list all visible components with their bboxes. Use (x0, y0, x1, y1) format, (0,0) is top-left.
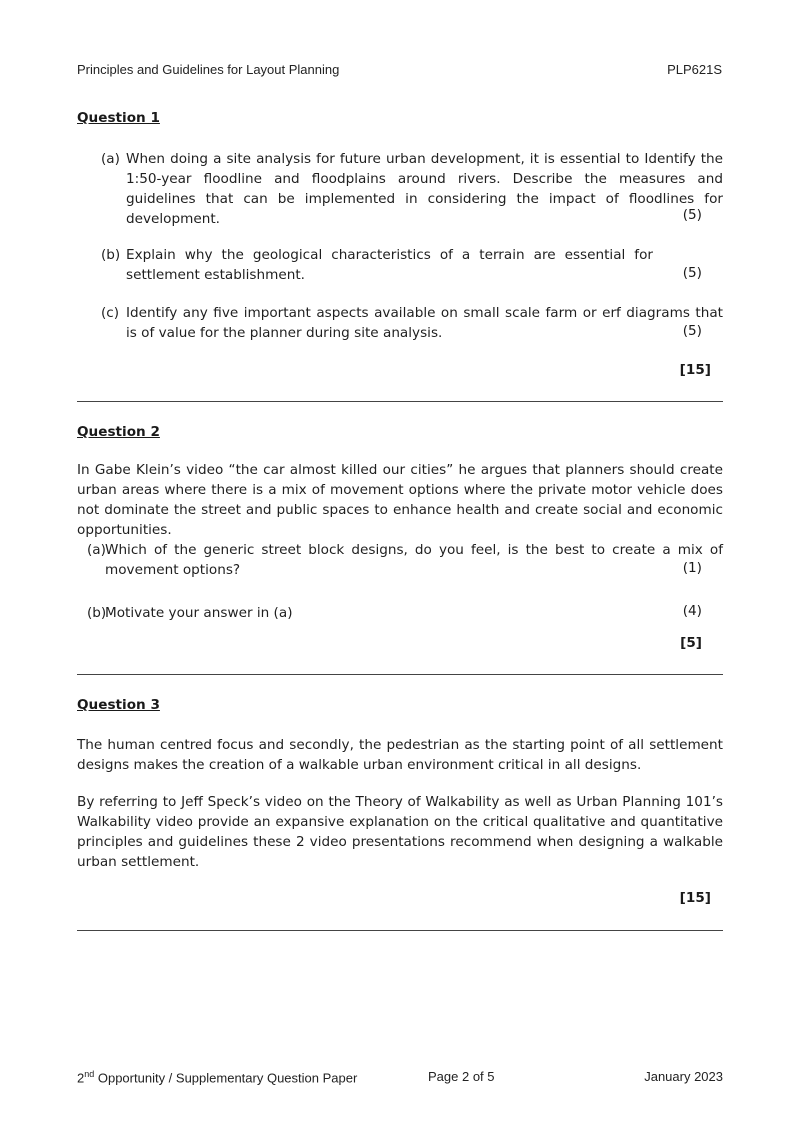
question-2a-text: Which of the generic street block designs, do you feel, is the best to create a mix of movement options? (105, 542, 723, 578)
course-code: PLP621S (667, 62, 722, 77)
question-1c-marks: (5) (682, 323, 702, 339)
question-2b-marks: (4) (682, 603, 702, 619)
course-title: Principles and Guidelines for Layout Planning (77, 62, 340, 77)
footer-opportunity-suffix: nd (84, 1069, 95, 1079)
question-2b-label: (b) (87, 605, 107, 621)
footer-opportunity-number: 2 (77, 1070, 85, 1086)
footer-date: January 2023 (644, 1069, 723, 1084)
question-1b-label: (b) (101, 247, 121, 263)
question-1a-text: When doing a site analysis for future urban development, it is essential to Identify the 1:50-year floodline and floodplains around rivers. Describe the measures and guidelines that can be implemented in considering the impact of floodlines for development. (126, 151, 723, 227)
question-1a-label: (a) (101, 151, 120, 167)
footer-opportunity (77, 1069, 357, 1085)
question-1b (101, 245, 723, 285)
question-2-title: Question 2 (77, 424, 160, 440)
question-3-paragraph-1: The human centred focus and secondly, the pedestrian as the starting point of all settlement designs makes the creation of a walkable urban environment critical in all designs. (77, 737, 723, 773)
question-2-total: [5] (680, 635, 702, 651)
question-2b (87, 603, 587, 623)
question-1c-text: Identify any five important aspects available on small scale farm or erf diagrams that is of value for the planner during site analysis. (126, 305, 723, 341)
question-1a (101, 149, 723, 227)
footer-opportunity-text: Opportunity / Supplementary Question Paper (94, 1070, 358, 1086)
question-1c-label: (c) (101, 305, 120, 321)
question-2a-marks: (1) (682, 560, 702, 576)
section-divider (77, 930, 723, 931)
question-1-total: [15] (679, 362, 711, 378)
question-2a-label: (a) (87, 542, 106, 558)
footer-page-number: Page 2 of 5 (428, 1069, 495, 1084)
section-divider (77, 674, 723, 675)
question-3-title: Question 3 (77, 697, 160, 713)
question-1a-marks: (5) (682, 207, 702, 223)
question-1-title: Question 1 (77, 110, 160, 126)
question-1b-marks: (5) (682, 265, 702, 281)
question-2b-text: Motivate your answer in (a) (105, 605, 293, 621)
question-3-total: [15] (679, 890, 711, 906)
section-divider (77, 401, 723, 402)
question-1b-text: Explain why the geological characteristics of a terrain are essential for settlement establishment. (126, 247, 653, 283)
question-3-paragraph-2: By referring to Jeff Speck’s video on the Theory of Walkability as well as Urban Planning 101’s Walkability video provide an expansive explanation on the critical qualitative and quantitative principles and guidelines these 2 video presentations recommend when designing a walkable urban settlement. (77, 794, 723, 870)
question-2-intro: In Gabe Klein’s video “the car almost killed our cities” he argues that planners should create urban areas where there is a mix of movement options where the private motor vehicle does not dominate the street and public spaces to enhance health and create social and economic opportunities. (77, 462, 723, 538)
question-2a (87, 540, 723, 580)
question-1c (101, 303, 723, 343)
